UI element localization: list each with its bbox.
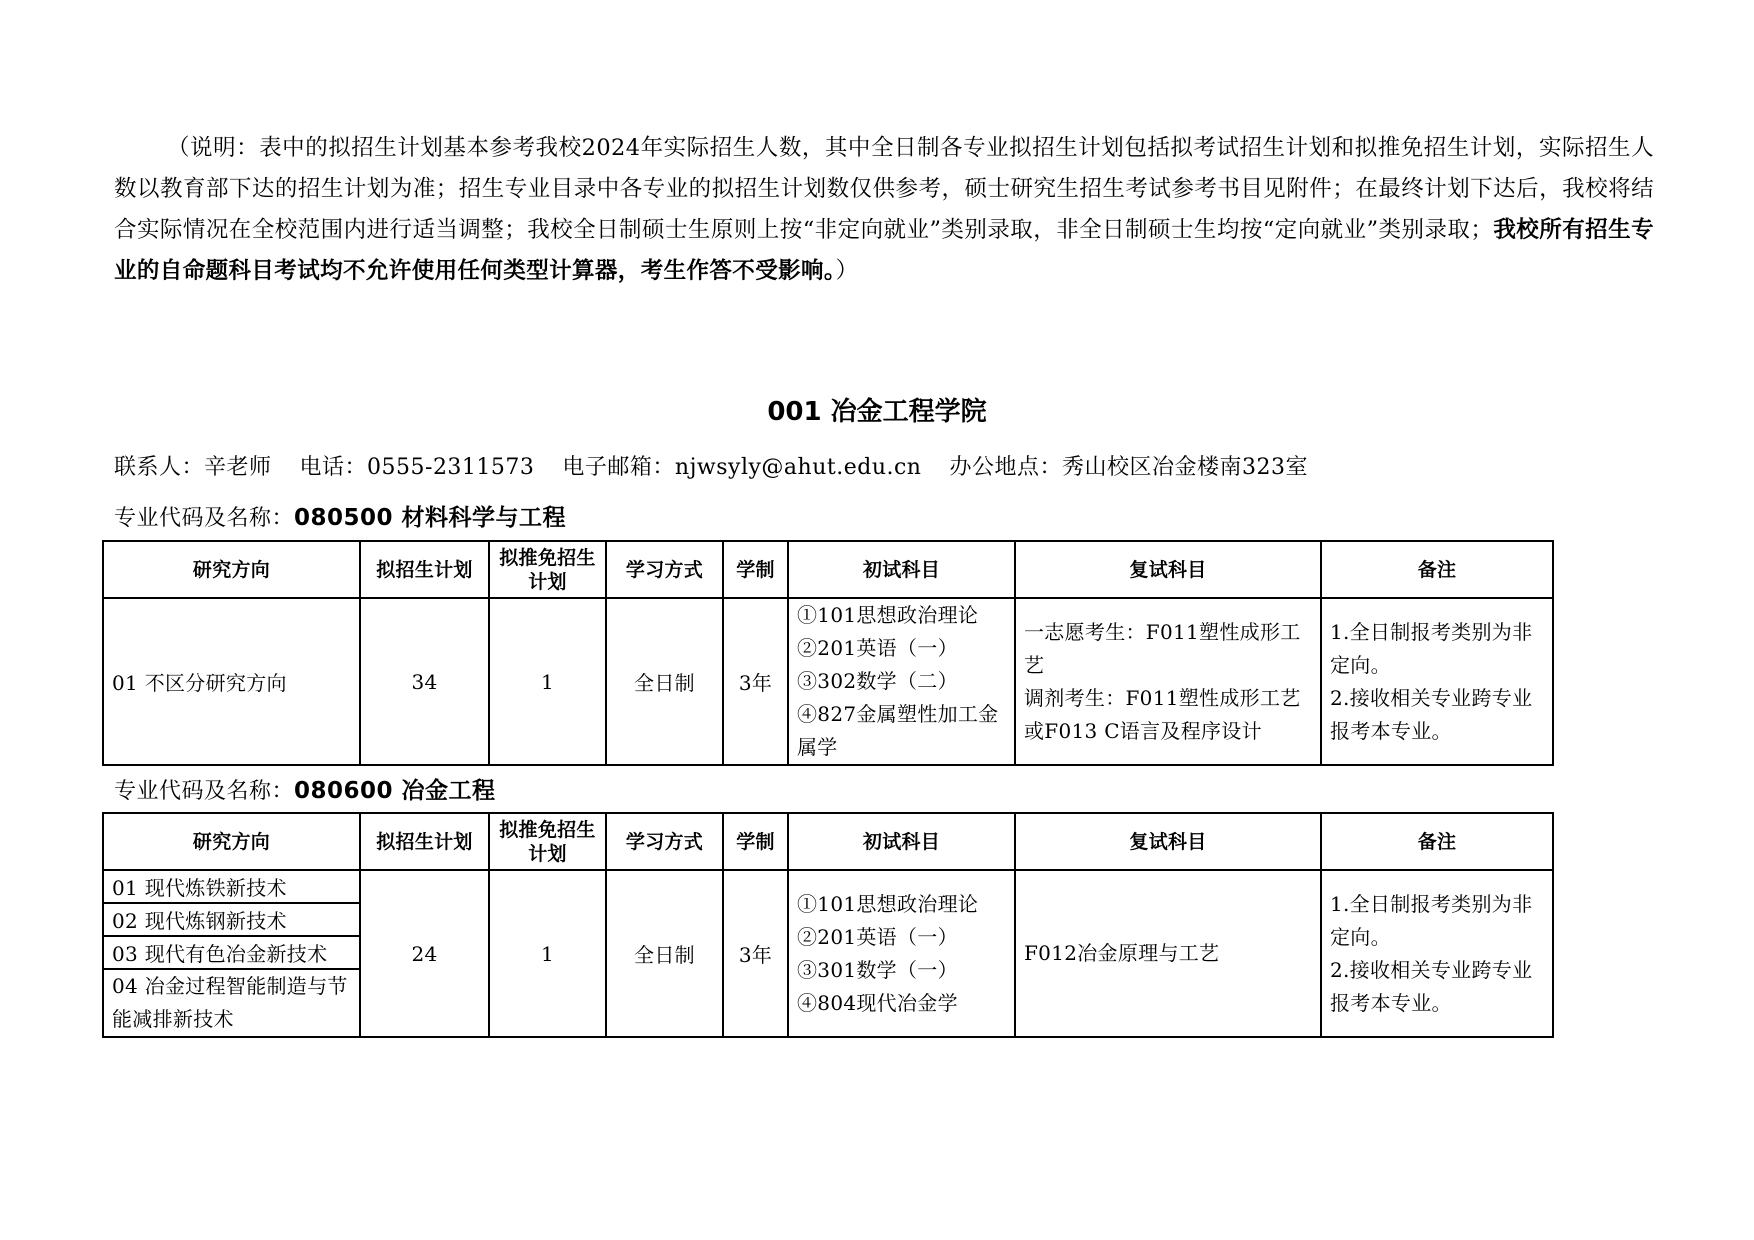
remark-item: 2.接收相关专业跨专业报考本专业。 [1330, 685, 1533, 743]
header-exams: 初试科目 [788, 813, 1015, 870]
header-direction: 研究方向 [103, 813, 360, 870]
contact-email: 电子邮箱：njwsyly@ahut.edu.cn [562, 455, 922, 480]
table-row [103, 598, 1553, 765]
years-cell: 3年 [723, 598, 788, 765]
exempt-cell: 1 [489, 598, 606, 765]
note-bold-text: 我校所有招生专业的自命题科目考试均不允许使用任何类型计算器，考生作答不受影响。 [114, 217, 1654, 284]
header-retest: 复试科目 [1015, 541, 1321, 598]
table-header-row [103, 541, 1553, 598]
exams-cell [788, 598, 1015, 765]
retest-item: 一志愿考生：F011塑性成形工艺 [1024, 619, 1301, 677]
header-exempt: 拟推免招生计划 [489, 813, 606, 870]
contact-line [114, 450, 1308, 481]
exempt-cell: 1 [489, 870, 606, 1037]
exam-item: ①101思想政治理论 [797, 891, 979, 916]
header-direction: 研究方向 [103, 541, 360, 598]
mode-cell: 全日制 [606, 598, 723, 765]
header-remarks: 备注 [1321, 541, 1553, 598]
remark-item: 2.接收相关专业跨专业报考本专业。 [1330, 957, 1533, 1015]
table-header-row [103, 813, 1553, 870]
exam-item: ④804现代冶金学 [797, 990, 958, 1015]
direction-cell: 03 现代有色冶金新技术 [103, 936, 360, 969]
exam-item: ②201英语（一） [797, 924, 958, 949]
major-heading [114, 772, 496, 805]
retest-cell [1015, 870, 1321, 1037]
exam-item: ③301数学（一） [797, 957, 958, 982]
college-title: 001 冶金工程学院 [767, 397, 987, 427]
retest-cell [1015, 598, 1321, 765]
plan-cell: 34 [360, 598, 489, 765]
years-cell: 3年 [723, 870, 788, 1037]
header-years: 学制 [723, 541, 788, 598]
exams-cell [788, 870, 1015, 1037]
major-heading [114, 499, 566, 532]
exam-item: ③302数学（二） [797, 669, 958, 693]
direction-cell: 02 现代炼钢新技术 [103, 903, 360, 936]
major-name: 080500 材料科学与工程 [294, 505, 567, 531]
major-label: 专业代码及名称： [114, 779, 295, 804]
contact-phone: 电话：0555-2311573 [299, 455, 535, 480]
direction-cell: 01 现代炼铁新技术 [103, 870, 360, 903]
explanatory-note [114, 128, 1654, 292]
header-plan: 拟招生计划 [360, 813, 489, 870]
direction-cell: 04 冶金过程智能制造与节能减排新技术 [103, 969, 360, 1037]
direction-cell: 01 不区分研究方向 [103, 598, 360, 765]
retest-item: F012冶金原理与工艺 [1024, 941, 1220, 965]
exam-item: ①101思想政治理论 [797, 603, 979, 627]
header-mode: 学习方式 [606, 541, 723, 598]
major-label: 专业代码及名称： [114, 506, 295, 531]
remarks-cell [1321, 598, 1553, 765]
note-end: ） [835, 258, 859, 284]
remarks-cell [1321, 870, 1553, 1037]
header-plan: 拟招生计划 [360, 541, 489, 598]
contact-person: 联系人：辛老师 [114, 455, 272, 480]
contact-office: 办公地点：秀山校区冶金楼南323室 [949, 455, 1308, 480]
header-mode: 学习方式 [606, 813, 723, 870]
header-exams: 初试科目 [788, 541, 1015, 598]
plan-cell: 24 [360, 870, 489, 1037]
header-years: 学制 [723, 813, 788, 870]
note-text: （说明：表中的拟招生计划基本参考我校2024年实际招生人数，其中全日制各专业拟招生计划包括拟考试招生计划和拟推免招生计划，实际招生人数以教育部下达的招生计划为准；招生专业目录中各专业的拟招生计划数仅供参考，硕士研究生招生考试参考书目见附件；在最终计划下达后，我校将结合实际情况在全校范围内进行适当调整；我校全日制硕士生原则上按“非定向就业”类别录取，非全日制硕士生均按“定向就业”类别录取； [114, 135, 1654, 243]
retest-item: 调剂考生：F011塑性成形工艺或F013 C语言及程序设计 [1024, 685, 1301, 743]
table-row [103, 870, 1553, 903]
remark-item: 1.全日制报考类别为非定向。 [1330, 891, 1533, 949]
mode-cell: 全日制 [606, 870, 723, 1037]
major-name: 080600 冶金工程 [294, 778, 496, 804]
header-retest: 复试科目 [1015, 813, 1321, 870]
header-exempt: 拟推免招生计划 [489, 541, 606, 598]
exam-item: ④827金属塑性加工金属学 [797, 702, 999, 759]
remark-item: 1.全日制报考类别为非定向。 [1330, 619, 1533, 677]
plan-table [102, 540, 1554, 766]
plan-table [102, 812, 1554, 1038]
exam-item: ②201英语（一） [797, 636, 958, 660]
header-remarks: 备注 [1321, 813, 1553, 870]
